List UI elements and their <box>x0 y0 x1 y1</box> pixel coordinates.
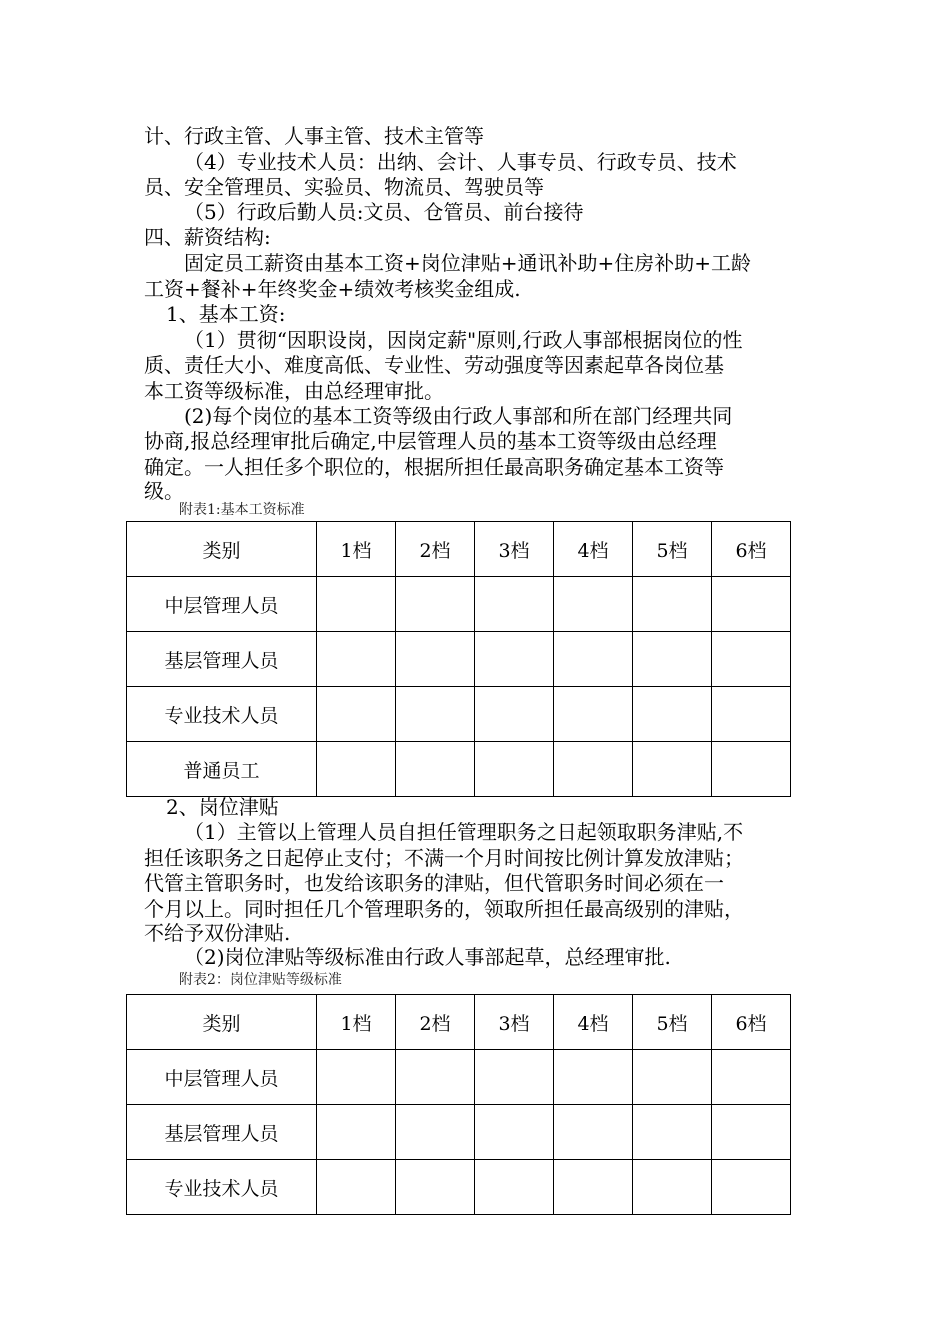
paragraph-line: 代管主管职务时，也发给该职务的津贴，但代管职务时间必须在一 <box>144 871 724 895</box>
section-heading: 四、薪资结构: <box>144 225 271 249</box>
table-row <box>127 1105 791 1160</box>
table-header-row <box>127 995 791 1050</box>
table-cell <box>633 632 712 687</box>
header-cell: 1档 <box>317 995 396 1050</box>
table-cell <box>712 1050 791 1105</box>
header-cell: 3档 <box>475 522 554 577</box>
paragraph-line: 本工资等级标准，由总经理审批。 <box>144 379 444 403</box>
paragraph-line: 不给予双份津贴. <box>144 921 291 945</box>
row-label: 专业技术人员 <box>127 1160 317 1215</box>
table-row <box>127 577 791 632</box>
table-cell <box>317 1050 396 1105</box>
paragraph-line: 担任该职务之日起停止支付；不满一个月时间按比例计算发放津贴； <box>144 846 744 870</box>
paragraph-line: （5）行政后勤人员:文员、仓管员、前台接待 <box>184 200 584 224</box>
table-cell <box>475 1105 554 1160</box>
table-cell <box>317 687 396 742</box>
header-cell: 5档 <box>633 995 712 1050</box>
row-label: 中层管理人员 <box>127 577 317 632</box>
table-cell <box>633 577 712 632</box>
table2 <box>126 994 791 1215</box>
table-cell <box>712 632 791 687</box>
header-cell: 3档 <box>475 995 554 1050</box>
table-row <box>127 1050 791 1105</box>
paragraph-line: （4）专业技术人员：出纳、会计、人事专员、行政专员、技术 <box>184 150 737 174</box>
header-cell: 4档 <box>554 522 633 577</box>
row-label: 基层管理人员 <box>127 1105 317 1160</box>
row-label: 专业技术人员 <box>127 687 317 742</box>
table-cell <box>554 1160 633 1215</box>
paragraph-line: 确定。一人担任多个职位的，根据所担任最高职务确定基本工资等 <box>144 455 724 479</box>
header-cell: 1档 <box>317 522 396 577</box>
paragraph-line: (2)每个岗位的基本工资等级由行政人事部和所在部门经理共同 <box>184 404 733 428</box>
table-cell <box>475 577 554 632</box>
table-cell <box>396 632 475 687</box>
table-cell <box>475 632 554 687</box>
table-cell <box>475 742 554 797</box>
header-cell: 5档 <box>633 522 712 577</box>
table-cell <box>633 687 712 742</box>
table-cell <box>554 742 633 797</box>
table-cell <box>317 577 396 632</box>
table-cell <box>712 577 791 632</box>
table-row <box>127 687 791 742</box>
header-cell: 6档 <box>712 995 791 1050</box>
table-header-row <box>127 522 791 577</box>
table-cell <box>633 1105 712 1160</box>
paragraph-line: （2)岗位津贴等级标准由行政人事部起草，总经理审批. <box>184 945 671 969</box>
header-cell: 2档 <box>396 995 475 1050</box>
paragraph-line: 计、行政主管、人事主管、技术主管等 <box>144 124 484 148</box>
table-cell <box>396 1105 475 1160</box>
table-cell <box>554 1050 633 1105</box>
table-cell <box>396 577 475 632</box>
paragraph-line: 固定员工薪资由基本工资+岗位津贴+通讯补助+住房补助+工龄 <box>184 251 752 275</box>
table-cell <box>712 742 791 797</box>
table-cell <box>396 742 475 797</box>
header-cell: 2档 <box>396 522 475 577</box>
table-cell <box>554 687 633 742</box>
table-cell <box>554 632 633 687</box>
paragraph-line: 协商,报总经理审批后确定,中层管理人员的基本工资等级由总经理 <box>144 429 717 453</box>
row-label: 基层管理人员 <box>127 632 317 687</box>
table-cell <box>317 632 396 687</box>
table-cell <box>633 742 712 797</box>
table-cell <box>317 1160 396 1215</box>
paragraph-line: 质、责任大小、难度高低、专业性、劳动强度等因素起草各岗位基 <box>144 353 724 377</box>
paragraph-line: 员、安全管理员、实验员、物流员、驾驶员等 <box>144 175 544 199</box>
table-cell <box>554 577 633 632</box>
paragraph-line: 级。 <box>144 479 184 503</box>
table-cell <box>633 1160 712 1215</box>
subsection-heading: 1、基本工资: <box>166 302 286 326</box>
table-cell <box>554 1105 633 1160</box>
table-cell <box>712 1105 791 1160</box>
header-cell: 6档 <box>712 522 791 577</box>
table-cell <box>317 742 396 797</box>
paragraph-line: （1）贯彻“因职设岗，因岗定薪"原则,行政人事部根据岗位的性 <box>184 328 743 352</box>
table1-caption: 附表1:基本工资标准 <box>179 502 305 518</box>
table-row <box>127 742 791 797</box>
table-row <box>127 1160 791 1215</box>
header-cell: 4档 <box>554 995 633 1050</box>
table-cell <box>712 687 791 742</box>
row-label: 中层管理人员 <box>127 1050 317 1105</box>
table2-caption: 附表2：岗位津贴等级标准 <box>179 972 342 988</box>
table-cell <box>317 1105 396 1160</box>
table-cell <box>396 1050 475 1105</box>
row-label: 普通员工 <box>127 742 317 797</box>
table-cell <box>475 687 554 742</box>
table-cell <box>475 1050 554 1105</box>
paragraph-line: 工资+餐补+年终奖金+绩效考核奖金组成. <box>144 277 521 301</box>
header-cell: 类别 <box>127 522 317 577</box>
table-cell <box>475 1160 554 1215</box>
table-cell <box>712 1160 791 1215</box>
table-row <box>127 632 791 687</box>
paragraph-line: 个月以上。同时担任几个管理职务的，领取所担任最高级别的津贴， <box>144 897 744 921</box>
subsection-heading: 2、岗位津贴 <box>166 795 279 819</box>
table-cell <box>633 1050 712 1105</box>
table-cell <box>396 1160 475 1215</box>
paragraph-line: （1）主管以上管理人员自担任管理职务之日起领取职务津贴,不 <box>184 820 744 844</box>
header-cell: 类别 <box>127 995 317 1050</box>
table-cell <box>396 687 475 742</box>
table1 <box>126 521 791 797</box>
